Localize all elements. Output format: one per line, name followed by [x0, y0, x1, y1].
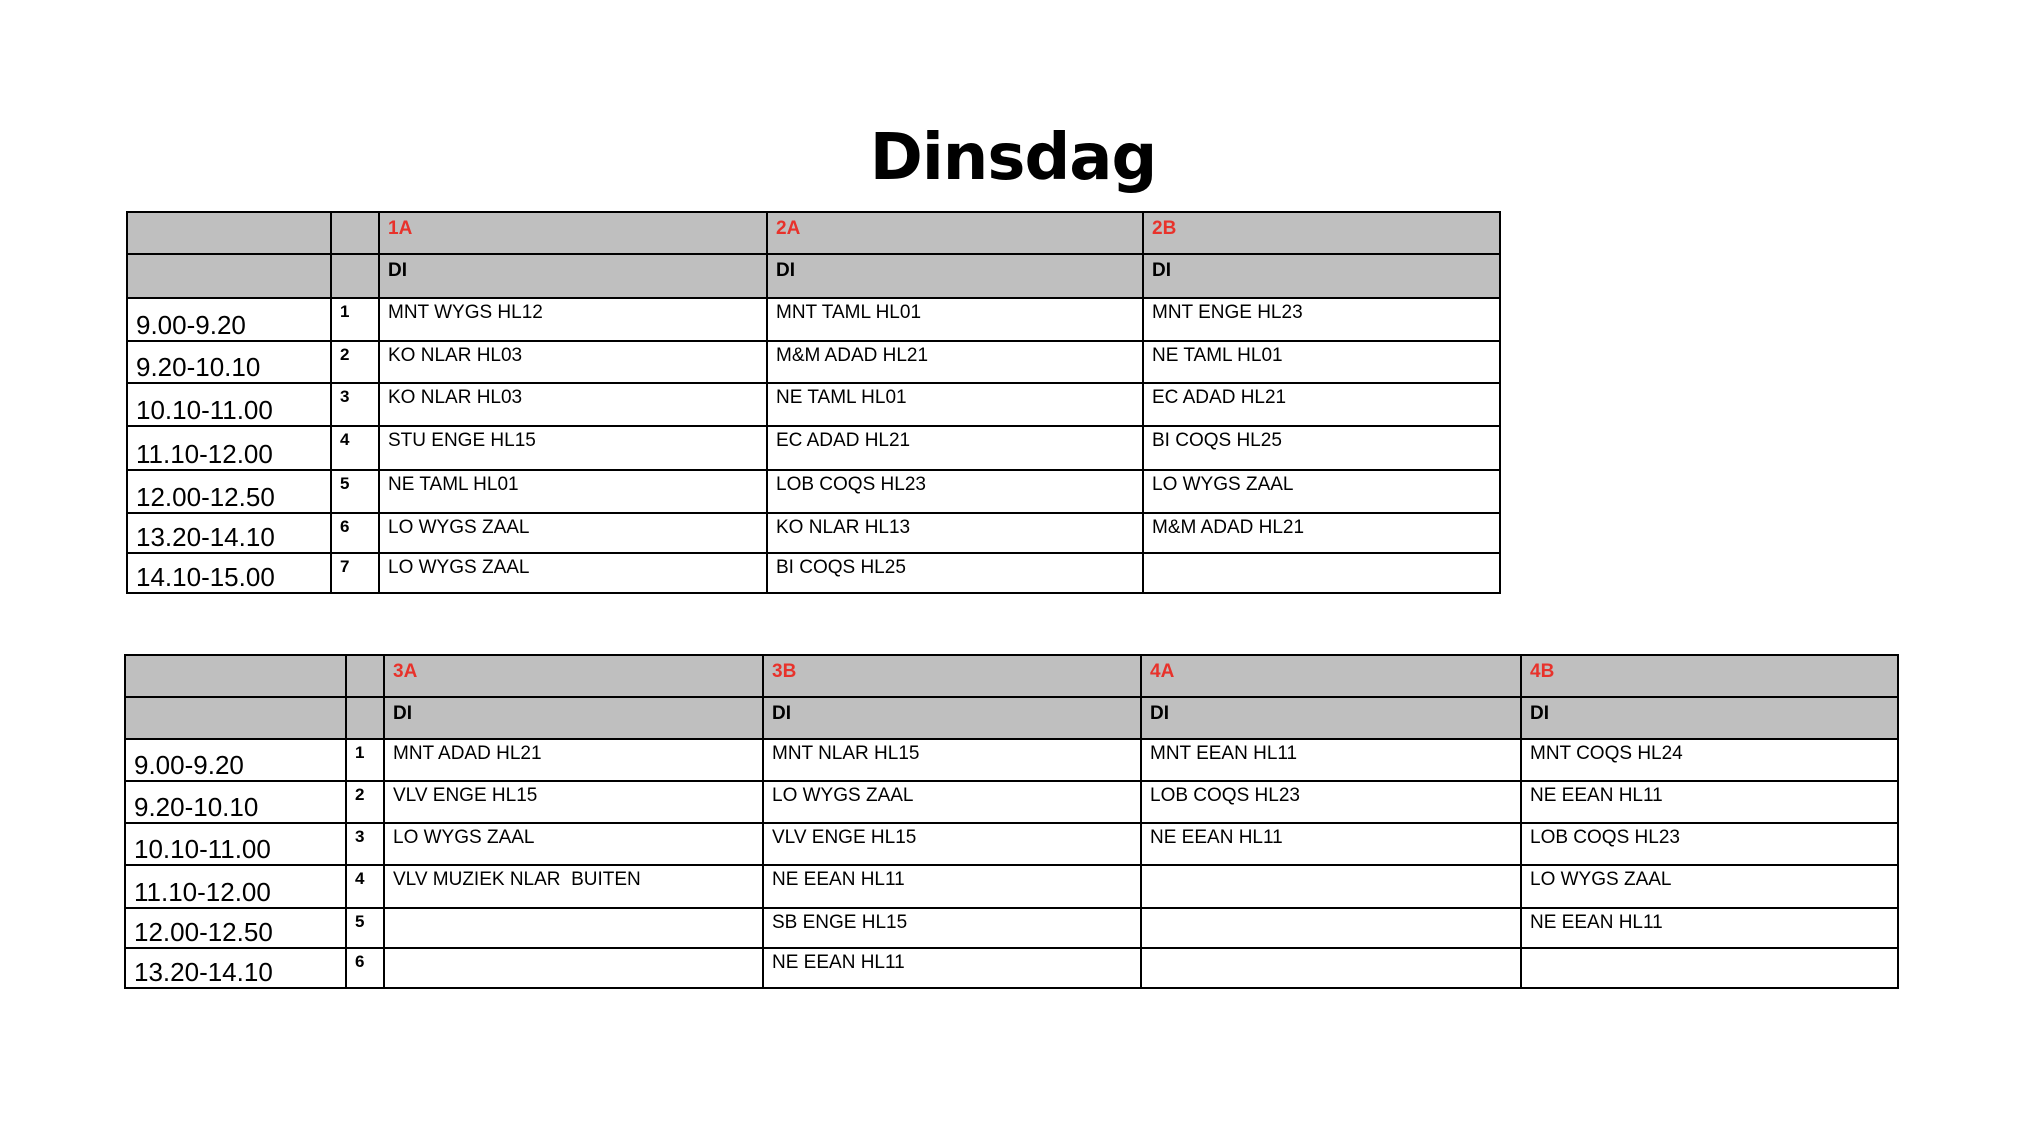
lesson-cell: NE EEAN HL11	[763, 865, 1141, 908]
slot-number: 6	[346, 948, 384, 988]
lesson-cell: KO NLAR HL13	[767, 513, 1143, 553]
schedule-table-1	[126, 211, 1501, 594]
header-blank	[346, 655, 384, 697]
table-row	[127, 298, 1500, 341]
lesson-cell: VLV ENGE HL15	[763, 823, 1141, 865]
time-cell: 9.00-9.20	[125, 739, 346, 781]
time-cell: 10.10-11.00	[125, 823, 346, 865]
time-cell: 14.10-15.00	[127, 553, 331, 593]
lesson-cell	[384, 908, 763, 948]
day-label: DI	[767, 254, 1143, 298]
table-row	[127, 513, 1500, 553]
header-blank	[127, 254, 331, 298]
time-cell: 9.20-10.10	[125, 781, 346, 823]
lesson-cell: LOB COQS HL23	[767, 470, 1143, 513]
day-header-row	[125, 697, 1898, 739]
time-cell: 10.10-11.00	[127, 383, 331, 426]
table-row	[125, 948, 1898, 988]
lesson-cell: VLV MUZIEK NLAR BUITEN	[384, 865, 763, 908]
lesson-cell: NE EEAN HL11	[1521, 781, 1898, 823]
slot-number: 6	[331, 513, 379, 553]
lesson-cell	[1141, 865, 1521, 908]
day-label: DI	[1143, 254, 1500, 298]
day-header-row	[127, 254, 1500, 298]
lesson-cell	[1521, 948, 1898, 988]
day-label: DI	[1521, 697, 1898, 739]
slot-number: 3	[331, 383, 379, 426]
time-cell: 13.20-14.10	[125, 948, 346, 988]
table-row	[127, 470, 1500, 513]
day-label: DI	[763, 697, 1141, 739]
slot-number: 2	[331, 341, 379, 383]
schedule-table-2	[124, 654, 1899, 989]
lesson-cell	[384, 948, 763, 988]
header-blank	[331, 254, 379, 298]
lesson-cell: NE EEAN HL11	[1521, 908, 1898, 948]
class-label-2a: 2A	[767, 212, 1143, 254]
lesson-cell: M&M ADAD HL21	[1143, 513, 1500, 553]
day-label: DI	[379, 254, 767, 298]
lesson-cell: LO WYGS ZAAL	[379, 553, 767, 593]
class-label-3a: 3A	[384, 655, 763, 697]
lesson-cell: M&M ADAD HL21	[767, 341, 1143, 383]
slot-number: 5	[346, 908, 384, 948]
lesson-cell: NE EEAN HL11	[763, 948, 1141, 988]
lesson-cell: LO WYGS ZAAL	[1521, 865, 1898, 908]
lesson-cell: EC ADAD HL21	[1143, 383, 1500, 426]
lesson-cell: LO WYGS ZAAL	[1143, 470, 1500, 513]
lesson-cell: VLV ENGE HL15	[384, 781, 763, 823]
lesson-cell: STU ENGE HL15	[379, 426, 767, 470]
lesson-cell: EC ADAD HL21	[767, 426, 1143, 470]
lesson-cell: LOB COQS HL23	[1141, 781, 1521, 823]
slot-number: 4	[331, 426, 379, 470]
lesson-cell: BI COQS HL25	[767, 553, 1143, 593]
table-row	[125, 823, 1898, 865]
lesson-cell: MNT ENGE HL23	[1143, 298, 1500, 341]
lesson-cell: SB ENGE HL15	[763, 908, 1141, 948]
time-cell: 11.10-12.00	[125, 865, 346, 908]
time-cell: 13.20-14.10	[127, 513, 331, 553]
table-row	[127, 341, 1500, 383]
class-label-2b: 2B	[1143, 212, 1500, 254]
lesson-cell: MNT EEAN HL11	[1141, 739, 1521, 781]
slot-number: 7	[331, 553, 379, 593]
lesson-cell: LO WYGS ZAAL	[379, 513, 767, 553]
time-cell: 11.10-12.00	[127, 426, 331, 470]
lesson-cell: NE TAML HL01	[1143, 341, 1500, 383]
header-blank	[346, 697, 384, 739]
slot-number: 2	[346, 781, 384, 823]
time-cell: 9.00-9.20	[127, 298, 331, 341]
slot-number: 1	[331, 298, 379, 341]
table-row	[127, 383, 1500, 426]
day-label: DI	[384, 697, 763, 739]
lesson-cell: NE TAML HL01	[379, 470, 767, 513]
lesson-cell: KO NLAR HL03	[379, 341, 767, 383]
lesson-cell: KO NLAR HL03	[379, 383, 767, 426]
class-label-1a: 1A	[379, 212, 767, 254]
lesson-cell: LO WYGS ZAAL	[384, 823, 763, 865]
lesson-cell	[1141, 948, 1521, 988]
lesson-cell: MNT COQS HL24	[1521, 739, 1898, 781]
lesson-cell: LOB COQS HL23	[1521, 823, 1898, 865]
day-label: DI	[1141, 697, 1521, 739]
lesson-cell: MNT TAML HL01	[767, 298, 1143, 341]
page-title: Dinsdag	[869, 121, 1157, 195]
table-row	[127, 553, 1500, 593]
slot-number: 5	[331, 470, 379, 513]
lesson-cell: MNT ADAD HL21	[384, 739, 763, 781]
header-blank	[127, 212, 331, 254]
table-row	[125, 781, 1898, 823]
slot-number: 3	[346, 823, 384, 865]
header-blank	[125, 655, 346, 697]
table-row	[125, 865, 1898, 908]
header-blank	[125, 697, 346, 739]
lesson-cell: MNT WYGS HL12	[379, 298, 767, 341]
table-row	[125, 908, 1898, 948]
lesson-cell: NE TAML HL01	[767, 383, 1143, 426]
time-cell: 12.00-12.50	[127, 470, 331, 513]
slot-number: 4	[346, 865, 384, 908]
class-label-4b: 4B	[1521, 655, 1898, 697]
time-cell: 12.00-12.50	[125, 908, 346, 948]
lesson-cell	[1143, 553, 1500, 593]
lesson-cell: BI COQS HL25	[1143, 426, 1500, 470]
lesson-cell	[1141, 908, 1521, 948]
table-row	[127, 426, 1500, 470]
header-blank	[331, 212, 379, 254]
class-header-row	[127, 212, 1500, 254]
class-label-3b: 3B	[763, 655, 1141, 697]
slot-number: 1	[346, 739, 384, 781]
lesson-cell: MNT NLAR HL15	[763, 739, 1141, 781]
table-row	[125, 739, 1898, 781]
lesson-cell: LO WYGS ZAAL	[763, 781, 1141, 823]
lesson-cell: NE EEAN HL11	[1141, 823, 1521, 865]
class-label-4a: 4A	[1141, 655, 1521, 697]
time-cell: 9.20-10.10	[127, 341, 331, 383]
class-header-row	[125, 655, 1898, 697]
